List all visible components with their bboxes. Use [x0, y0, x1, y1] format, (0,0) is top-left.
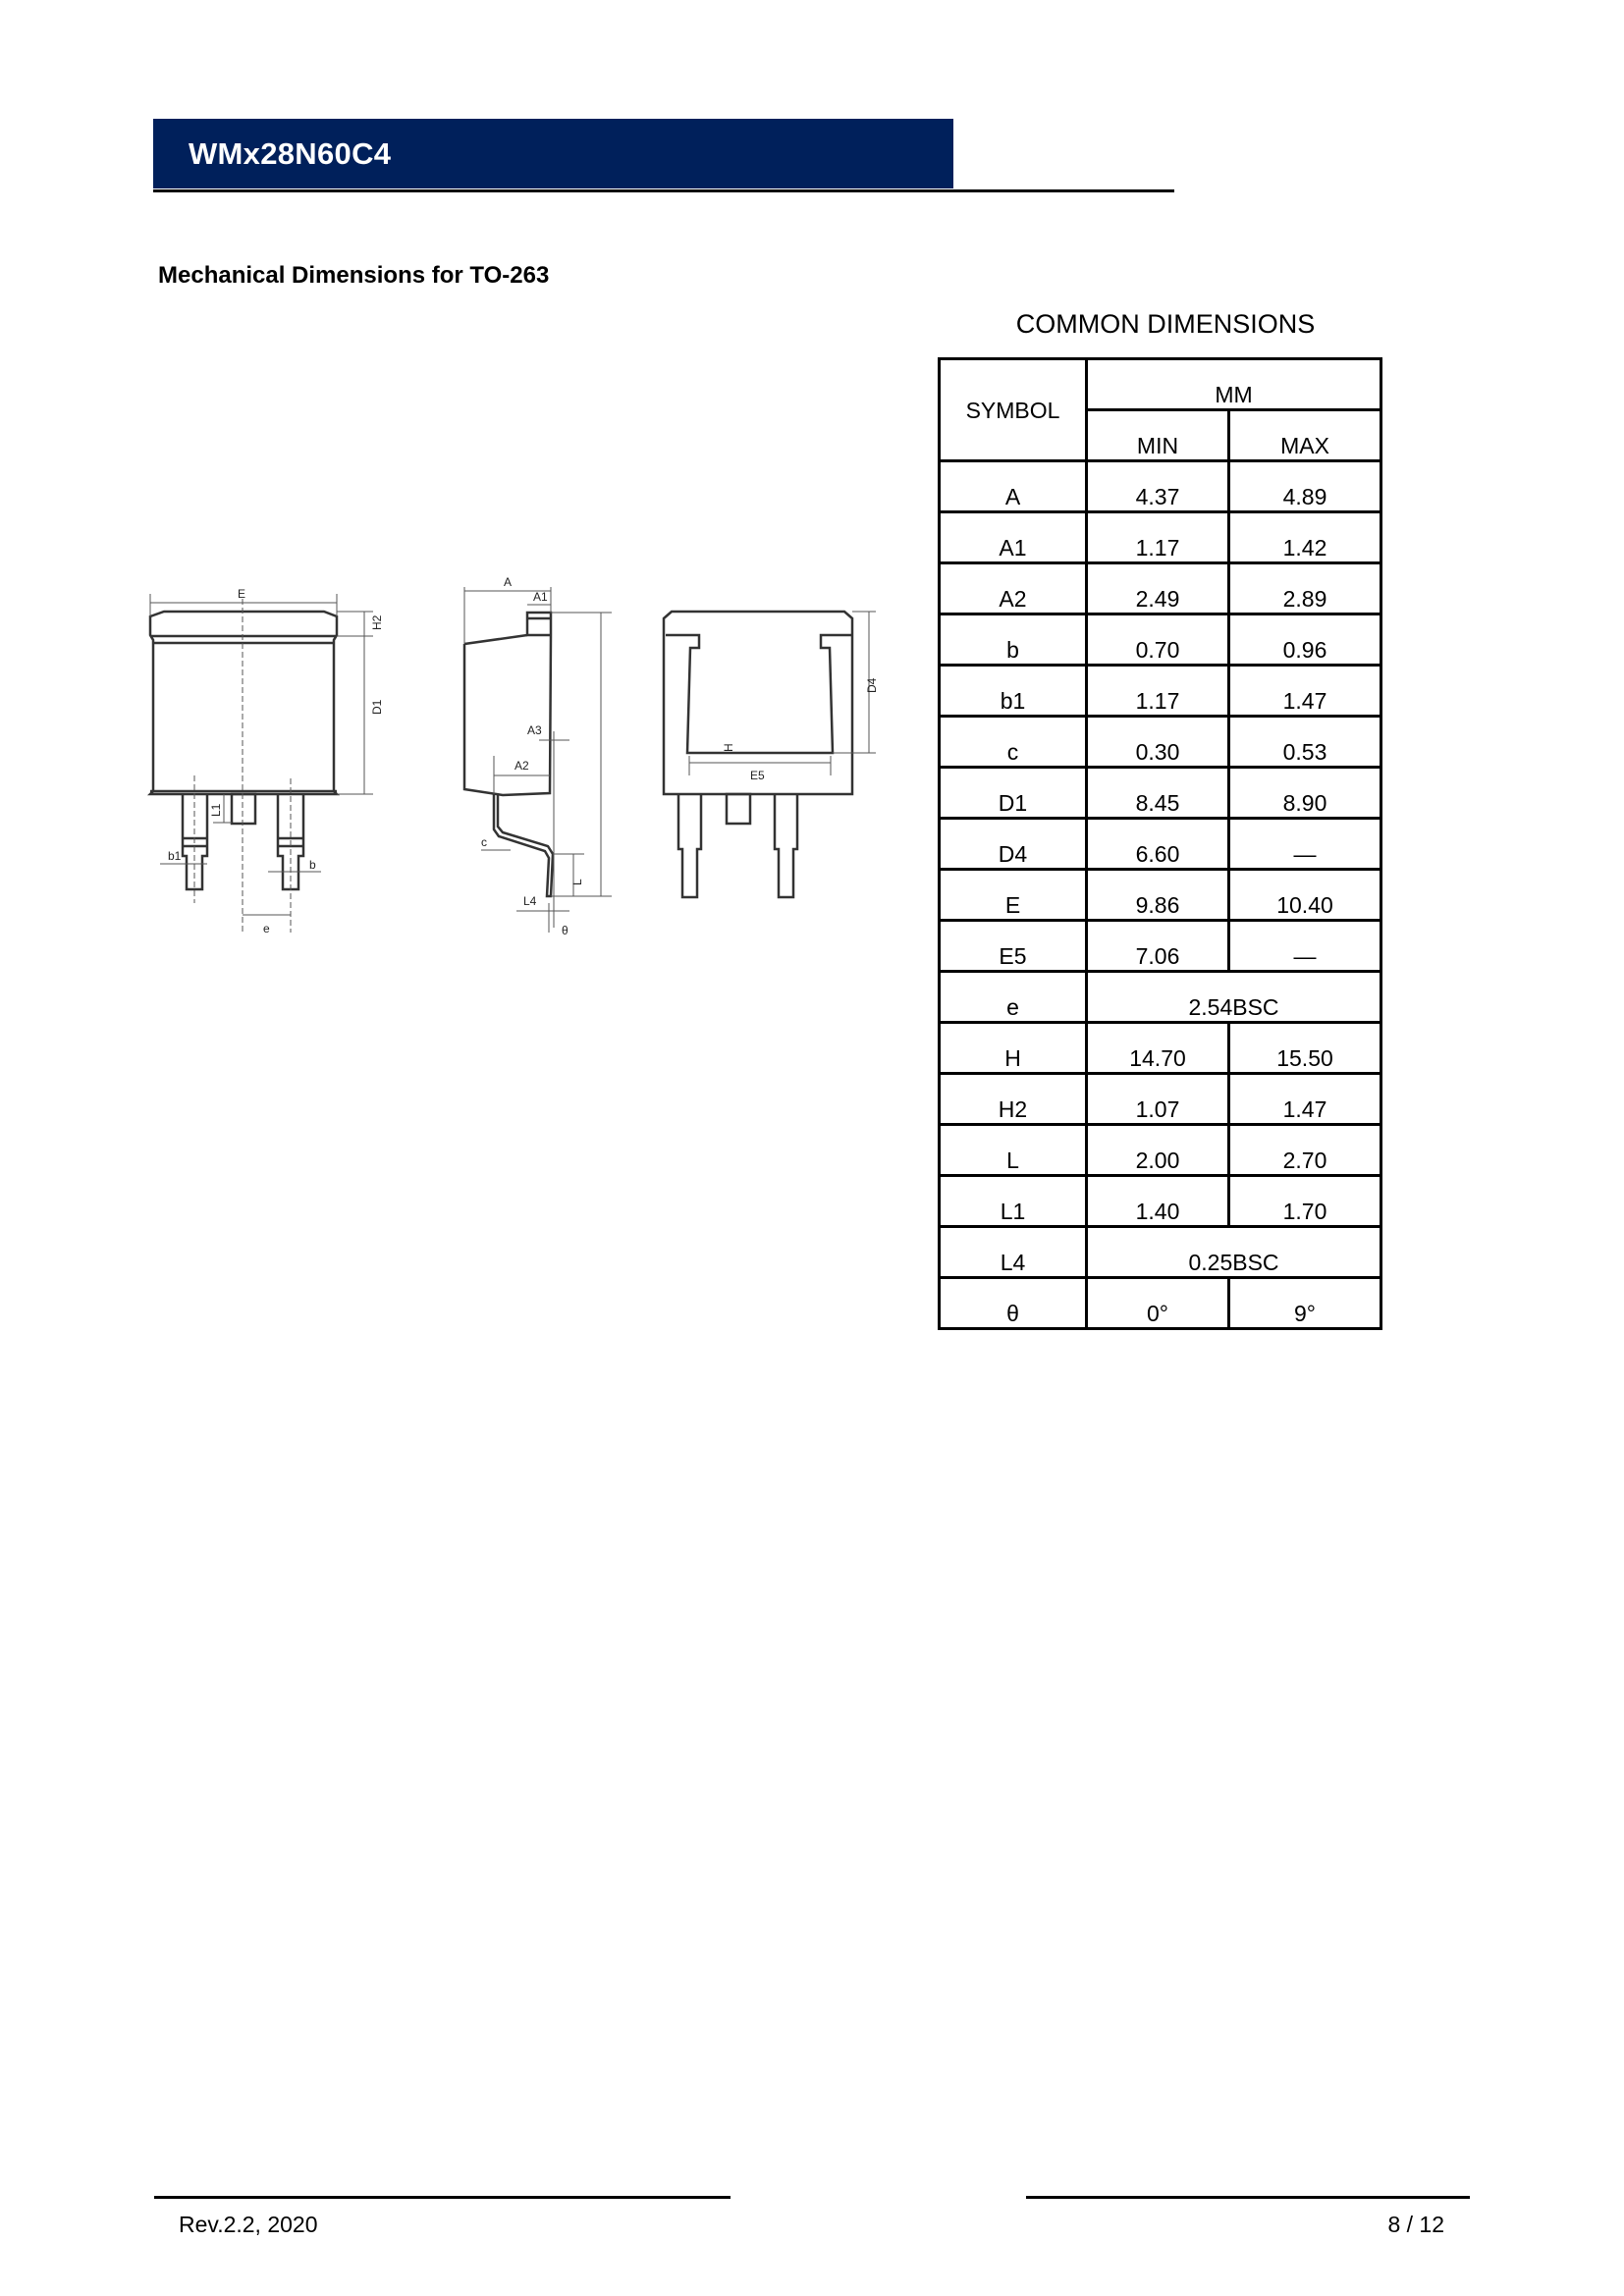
header-unit-mm: MM [1087, 359, 1381, 410]
cell-symbol: L [940, 1125, 1087, 1176]
cell-max: — [1229, 921, 1381, 972]
table-row [940, 819, 1381, 870]
label-A3: A3 [527, 723, 542, 737]
table-row [940, 1125, 1381, 1176]
cell-symbol: H2 [940, 1074, 1087, 1125]
cell-max: 0.96 [1229, 614, 1381, 666]
cell-min: 0° [1087, 1278, 1229, 1329]
table-row [940, 563, 1381, 614]
cell-symbol: A2 [940, 563, 1087, 614]
cell-max: — [1229, 819, 1381, 870]
cell-min: 4.37 [1087, 461, 1229, 512]
cell-min: 2.49 [1087, 563, 1229, 614]
cell-min: 7.06 [1087, 921, 1229, 972]
cell-max: 1.47 [1229, 666, 1381, 717]
table-row [940, 512, 1381, 563]
cell-min: 6.60 [1087, 819, 1229, 870]
table-row [940, 614, 1381, 666]
table-row [940, 972, 1381, 1023]
table-row [940, 1023, 1381, 1074]
table-caption: COMMON DIMENSIONS [1015, 309, 1316, 339]
cell-max: 15.50 [1229, 1023, 1381, 1074]
label-A1: A1 [533, 590, 548, 604]
cell-max: 0.53 [1229, 717, 1381, 768]
label-A: A [504, 575, 513, 589]
front-view [150, 612, 337, 889]
part-number-title: WMx28N60C4 [189, 136, 392, 171]
label-b1: b1 [168, 849, 182, 863]
footer-rule-right [1026, 2196, 1470, 2199]
cell-min: 1.40 [1087, 1176, 1229, 1227]
cell-min: 14.70 [1087, 1023, 1229, 1074]
label-e: e [263, 922, 270, 935]
cell-min: 8.45 [1087, 768, 1229, 819]
revision-label: Rev.2.2, 2020 [179, 2212, 318, 2237]
cell-symbol: H [940, 1023, 1087, 1074]
table-row [940, 461, 1381, 512]
cell-symbol: e [940, 972, 1087, 1023]
cell-min: 0.30 [1087, 717, 1229, 768]
label-c: c [481, 835, 487, 849]
header-rule [153, 189, 1174, 192]
side-view [464, 613, 553, 896]
table-row [940, 717, 1381, 768]
table-row [940, 870, 1381, 921]
cell-min: 1.17 [1087, 512, 1229, 563]
table-row [940, 1278, 1381, 1329]
cell-symbol: E [940, 870, 1087, 921]
label-L1: L1 [209, 803, 223, 817]
cell-symbol: b [940, 614, 1087, 666]
cell-max: 9° [1229, 1278, 1381, 1329]
footer-rule-left [154, 2196, 731, 2199]
cell-min: 2.00 [1087, 1125, 1229, 1176]
back-view [664, 612, 852, 897]
header-bar [153, 119, 953, 188]
cell-span-value: 0.25BSC [1087, 1227, 1381, 1278]
table-row [940, 768, 1381, 819]
cell-max: 8.90 [1229, 768, 1381, 819]
cell-symbol: A1 [940, 512, 1087, 563]
label-A2: A2 [514, 759, 529, 773]
cell-max: 10.40 [1229, 870, 1381, 921]
page-number: 8 / 12 [1387, 2212, 1444, 2237]
cell-symbol: D4 [940, 819, 1087, 870]
cell-max: 1.42 [1229, 512, 1381, 563]
table-row [940, 1227, 1381, 1278]
label-theta: θ [562, 924, 568, 937]
cell-symbol: D1 [940, 768, 1087, 819]
cell-max: 1.70 [1229, 1176, 1381, 1227]
cell-min: 0.70 [1087, 614, 1229, 666]
cell-max: 2.70 [1229, 1125, 1381, 1176]
dimension-labels [168, 575, 879, 937]
table-row [940, 1176, 1381, 1227]
cell-symbol: L4 [940, 1227, 1087, 1278]
label-b: b [309, 858, 316, 872]
cell-min: 1.07 [1087, 1074, 1229, 1125]
cell-max: 1.47 [1229, 1074, 1381, 1125]
cell-symbol: c [940, 717, 1087, 768]
cell-symbol: θ [940, 1278, 1087, 1329]
label-L4: L4 [523, 894, 537, 908]
label-D1: D1 [370, 699, 384, 715]
dimensions-table [938, 357, 1382, 1330]
section-title: Mechanical Dimensions for TO-263 [158, 262, 550, 289]
cell-symbol: A [940, 461, 1087, 512]
header-max: MAX [1229, 410, 1381, 461]
label-D4: D4 [865, 677, 879, 693]
cell-symbol: E5 [940, 921, 1087, 972]
cell-min: 1.17 [1087, 666, 1229, 717]
to263-package-drawing [137, 569, 903, 962]
label-H: H [722, 743, 735, 752]
cell-min: 9.86 [1087, 870, 1229, 921]
header-symbol: SYMBOL [940, 359, 1087, 461]
table-row [940, 1074, 1381, 1125]
cell-max: 2.89 [1229, 563, 1381, 614]
cell-symbol: L1 [940, 1176, 1087, 1227]
table-row [940, 666, 1381, 717]
cell-symbol: b1 [940, 666, 1087, 717]
label-E5: E5 [750, 769, 765, 782]
table-row [940, 921, 1381, 972]
cell-max: 4.89 [1229, 461, 1381, 512]
label-H2: H2 [370, 614, 384, 630]
header-min: MIN [1087, 410, 1229, 461]
cell-span-value: 2.54BSC [1087, 972, 1381, 1023]
label-E: E [238, 587, 246, 601]
label-L: L [570, 879, 584, 885]
